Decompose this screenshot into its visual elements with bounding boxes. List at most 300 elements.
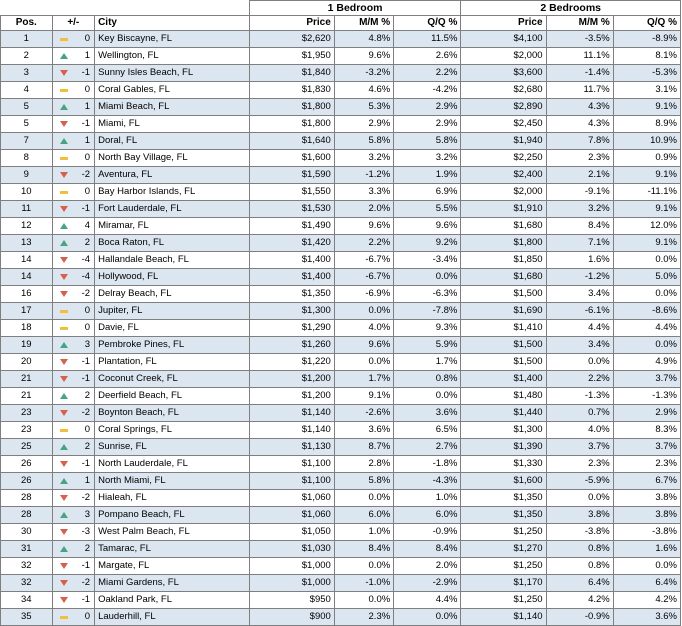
- cell-mm-2br: -3.5%: [546, 31, 613, 48]
- cell-city: Pompano Beach, FL: [95, 507, 250, 524]
- table-row: [1, 524, 681, 541]
- cell-mm-1br: 1.7%: [334, 371, 393, 388]
- cell-city: Aventura, FL: [95, 167, 250, 184]
- cell-price-2br: $1,800: [461, 235, 546, 252]
- cell-price-2br: $1,350: [461, 507, 546, 524]
- cell-change: [52, 150, 95, 167]
- arrow-up-icon: [60, 546, 68, 552]
- cell-mm-1br: 0.0%: [334, 592, 393, 609]
- cell-mm-2br: 1.6%: [546, 252, 613, 269]
- cell-city: Coral Gables, FL: [95, 82, 250, 99]
- cell-pos: 23: [1, 422, 53, 439]
- arrow-up-icon: [60, 512, 68, 518]
- cell-mm-1br: 0.0%: [334, 558, 393, 575]
- table-row: [1, 82, 681, 99]
- cell-pos: 25: [1, 439, 53, 456]
- cell-pos: 13: [1, 235, 53, 252]
- cell-mm-2br: 0.0%: [546, 490, 613, 507]
- cell-price-2br: $1,500: [461, 286, 546, 303]
- cell-qq-2br: -8.6%: [613, 303, 680, 320]
- cell-city: West Palm Beach, FL: [95, 524, 250, 541]
- cell-city: Bay Harbor Islands, FL: [95, 184, 250, 201]
- table-row: [1, 99, 681, 116]
- cell-qq-1br: -7.8%: [394, 303, 461, 320]
- cell-mm-1br: -6.7%: [334, 252, 393, 269]
- cell-city: Jupiter, FL: [95, 303, 250, 320]
- cell-city: Wellington, FL: [95, 48, 250, 65]
- cell-change: [52, 490, 95, 507]
- cell-city: North Miami, FL: [95, 473, 250, 490]
- cell-change: [52, 235, 95, 252]
- cell-price-2br: $2,890: [461, 99, 546, 116]
- cell-price-2br: $1,480: [461, 388, 546, 405]
- cell-price-2br: $1,250: [461, 524, 546, 541]
- cell-pos: 30: [1, 524, 53, 541]
- cell-qq-2br: 2.3%: [613, 456, 680, 473]
- table-row: [1, 473, 681, 490]
- change-value: -1: [81, 373, 91, 384]
- cell-qq-1br: -4.3%: [394, 473, 461, 490]
- cell-pos: 32: [1, 575, 53, 592]
- cell-city: Davie, FL: [95, 320, 250, 337]
- table-row: [1, 235, 681, 252]
- arrow-down-icon: [60, 257, 68, 263]
- cell-city: Miami Gardens, FL: [95, 575, 250, 592]
- cell-price-1br: $1,800: [249, 116, 334, 133]
- cell-price-2br: $1,600: [461, 473, 546, 490]
- cell-qq-2br: 4.2%: [613, 592, 680, 609]
- cell-mm-1br: -1.2%: [334, 167, 393, 184]
- cell-mm-1br: 9.6%: [334, 48, 393, 65]
- arrow-down-icon: [60, 274, 68, 280]
- cell-qq-1br: 8.4%: [394, 541, 461, 558]
- cell-qq-1br: 1.9%: [394, 167, 461, 184]
- cell-qq-2br: 8.1%: [613, 48, 680, 65]
- table-row: [1, 184, 681, 201]
- change-value: 2: [84, 390, 91, 401]
- cell-mm-1br: 4.6%: [334, 82, 393, 99]
- cell-city: Delray Beach, FL: [95, 286, 250, 303]
- cell-price-2br: $3,600: [461, 65, 546, 82]
- dash-icon: [60, 327, 68, 330]
- cell-price-2br: $2,400: [461, 167, 546, 184]
- cell-qq-2br: 4.4%: [613, 320, 680, 337]
- arrow-up-icon: [60, 53, 68, 59]
- change-value: -1: [81, 356, 91, 367]
- cell-pos: 32: [1, 558, 53, 575]
- cell-qq-2br: 5.0%: [613, 269, 680, 286]
- cell-price-1br: $1,000: [249, 575, 334, 592]
- arrow-down-icon: [60, 529, 68, 535]
- change-value: 0: [84, 186, 91, 197]
- change-value: -2: [81, 492, 91, 503]
- cell-pos: 23: [1, 405, 53, 422]
- change-value: -1: [81, 203, 91, 214]
- cell-pos: 5: [1, 99, 53, 116]
- cell-city: North Lauderdale, FL: [95, 456, 250, 473]
- table-row: [1, 354, 681, 371]
- cell-qq-1br: -4.2%: [394, 82, 461, 99]
- cell-pos: 21: [1, 371, 53, 388]
- cell-pos: 10: [1, 184, 53, 201]
- cell-qq-1br: 9.3%: [394, 320, 461, 337]
- cell-qq-1br: 3.2%: [394, 150, 461, 167]
- dash-icon: [60, 429, 68, 432]
- cell-qq-1br: 0.0%: [394, 269, 461, 286]
- cell-pos: 20: [1, 354, 53, 371]
- cell-mm-1br: 2.0%: [334, 201, 393, 218]
- cell-price-1br: $1,420: [249, 235, 334, 252]
- cell-price-1br: $1,530: [249, 201, 334, 218]
- cell-qq-1br: 6.9%: [394, 184, 461, 201]
- change-value: 1: [84, 50, 91, 61]
- cell-city: Doral, FL: [95, 133, 250, 150]
- cell-change: [52, 82, 95, 99]
- cell-pos: 7: [1, 133, 53, 150]
- cell-mm-2br: 3.4%: [546, 337, 613, 354]
- cell-mm-1br: 3.3%: [334, 184, 393, 201]
- cell-qq-1br: -1.8%: [394, 456, 461, 473]
- cell-qq-2br: 9.1%: [613, 99, 680, 116]
- cell-city: Coral Springs, FL: [95, 422, 250, 439]
- cell-pos: 3: [1, 65, 53, 82]
- dash-icon: [60, 191, 68, 194]
- cell-price-2br: $1,140: [461, 609, 546, 626]
- change-value: 2: [84, 237, 91, 248]
- arrow-down-icon: [60, 410, 68, 416]
- cell-qq-1br: 3.6%: [394, 405, 461, 422]
- cell-price-1br: $1,260: [249, 337, 334, 354]
- cell-city: Miami Beach, FL: [95, 99, 250, 116]
- cell-qq-1br: -3.4%: [394, 252, 461, 269]
- cell-qq-2br: 0.9%: [613, 150, 680, 167]
- cell-price-2br: $1,440: [461, 405, 546, 422]
- cell-change: [52, 473, 95, 490]
- cell-mm-1br: 9.6%: [334, 218, 393, 235]
- table-row: [1, 116, 681, 133]
- cell-price-2br: $1,250: [461, 592, 546, 609]
- cell-mm-1br: -6.7%: [334, 269, 393, 286]
- cell-pos: 35: [1, 609, 53, 626]
- cell-mm-1br: 4.8%: [334, 31, 393, 48]
- table-row: [1, 201, 681, 218]
- cell-city: Miami, FL: [95, 116, 250, 133]
- cell-pos: 26: [1, 456, 53, 473]
- cell-price-1br: $1,400: [249, 252, 334, 269]
- cell-price-2br: $1,300: [461, 422, 546, 439]
- cell-price-1br: $1,130: [249, 439, 334, 456]
- cell-price-2br: $1,250: [461, 558, 546, 575]
- cell-qq-1br: 9.2%: [394, 235, 461, 252]
- cell-price-2br: $1,170: [461, 575, 546, 592]
- cell-city: Hialeah, FL: [95, 490, 250, 507]
- cell-qq-2br: 4.9%: [613, 354, 680, 371]
- group-header-blank: [1, 1, 250, 16]
- table-row: [1, 422, 681, 439]
- cell-qq-2br: 9.1%: [613, 235, 680, 252]
- cell-qq-1br: 6.0%: [394, 507, 461, 524]
- cell-price-2br: $1,940: [461, 133, 546, 150]
- cell-change: [52, 371, 95, 388]
- cell-mm-2br: -6.1%: [546, 303, 613, 320]
- cell-price-2br: $1,350: [461, 490, 546, 507]
- cell-qq-2br: -11.1%: [613, 184, 680, 201]
- cell-qq-2br: 10.9%: [613, 133, 680, 150]
- arrow-down-icon: [60, 359, 68, 365]
- cell-city: Boca Raton, FL: [95, 235, 250, 252]
- cell-mm-1br: 2.9%: [334, 116, 393, 133]
- cell-change: [52, 337, 95, 354]
- table-row: [1, 218, 681, 235]
- cell-mm-2br: 8.4%: [546, 218, 613, 235]
- arrow-down-icon: [60, 461, 68, 467]
- cell-mm-1br: 5.8%: [334, 133, 393, 150]
- cell-change: [52, 303, 95, 320]
- cell-qq-2br: 1.6%: [613, 541, 680, 558]
- arrow-up-icon: [60, 223, 68, 229]
- cell-qq-2br: 8.3%: [613, 422, 680, 439]
- cell-change: [52, 116, 95, 133]
- arrow-down-icon: [60, 376, 68, 382]
- cell-change: [52, 405, 95, 422]
- cell-price-1br: $1,030: [249, 541, 334, 558]
- cell-city: Oakland Park, FL: [95, 592, 250, 609]
- cell-mm-2br: -5.9%: [546, 473, 613, 490]
- cell-price-2br: $1,330: [461, 456, 546, 473]
- cell-price-1br: $1,200: [249, 371, 334, 388]
- cell-price-2br: $2,250: [461, 150, 546, 167]
- cell-price-1br: $1,140: [249, 405, 334, 422]
- arrow-up-icon: [60, 240, 68, 246]
- cell-qq-1br: 2.0%: [394, 558, 461, 575]
- cell-change: [52, 48, 95, 65]
- cell-city: Pembroke Pines, FL: [95, 337, 250, 354]
- arrow-down-icon: [60, 291, 68, 297]
- cell-price-2br: $1,270: [461, 541, 546, 558]
- cell-city: Sunny Isles Beach, FL: [95, 65, 250, 82]
- change-value: -2: [81, 288, 91, 299]
- change-value: -1: [81, 594, 91, 605]
- cell-change: [52, 422, 95, 439]
- table-row: [1, 575, 681, 592]
- cell-pos: 12: [1, 218, 53, 235]
- cell-qq-2br: 3.7%: [613, 371, 680, 388]
- cell-qq-1br: 11.5%: [394, 31, 461, 48]
- table-row: [1, 490, 681, 507]
- cell-mm-2br: 6.4%: [546, 575, 613, 592]
- cell-mm-1br: 9.1%: [334, 388, 393, 405]
- cell-price-1br: $2,620: [249, 31, 334, 48]
- cell-price-2br: $4,100: [461, 31, 546, 48]
- cell-change: [52, 456, 95, 473]
- cell-change: [52, 31, 95, 48]
- dash-icon: [60, 38, 68, 41]
- cell-mm-2br: -0.9%: [546, 609, 613, 626]
- cell-price-1br: $1,350: [249, 286, 334, 303]
- cell-change: [52, 541, 95, 558]
- change-value: -1: [81, 560, 91, 571]
- change-value: 0: [84, 611, 91, 622]
- table-row: [1, 388, 681, 405]
- cell-mm-1br: 2.8%: [334, 456, 393, 473]
- dash-icon: [60, 310, 68, 313]
- change-value: 1: [84, 475, 91, 486]
- cell-mm-1br: 8.4%: [334, 541, 393, 558]
- table-row: [1, 456, 681, 473]
- cell-price-1br: $1,000: [249, 558, 334, 575]
- table-row: [1, 167, 681, 184]
- col-header-qq-2br: Q/Q %: [613, 16, 680, 31]
- change-value: -1: [81, 458, 91, 469]
- cell-mm-1br: 8.7%: [334, 439, 393, 456]
- change-value: -1: [81, 67, 91, 78]
- arrow-up-icon: [60, 138, 68, 144]
- cell-price-1br: $1,220: [249, 354, 334, 371]
- cell-price-1br: $1,100: [249, 473, 334, 490]
- cell-mm-2br: 2.1%: [546, 167, 613, 184]
- arrow-down-icon: [60, 495, 68, 501]
- cell-pos: 8: [1, 150, 53, 167]
- cell-price-1br: $900: [249, 609, 334, 626]
- cell-pos: 5: [1, 116, 53, 133]
- cell-price-2br: $1,680: [461, 269, 546, 286]
- cell-mm-2br: 4.3%: [546, 116, 613, 133]
- cell-city: Lauderhill, FL: [95, 609, 250, 626]
- cell-qq-1br: 1.0%: [394, 490, 461, 507]
- cell-qq-1br: 5.9%: [394, 337, 461, 354]
- cell-city: Hallandale Beach, FL: [95, 252, 250, 269]
- change-value: -2: [81, 407, 91, 418]
- cell-mm-2br: 7.8%: [546, 133, 613, 150]
- cell-mm-1br: 1.0%: [334, 524, 393, 541]
- cell-city: Miramar, FL: [95, 218, 250, 235]
- cell-qq-2br: -3.8%: [613, 524, 680, 541]
- cell-price-1br: $1,140: [249, 422, 334, 439]
- col-header-price-1br: Price: [249, 16, 334, 31]
- change-value: 1: [84, 135, 91, 146]
- cell-change: [52, 252, 95, 269]
- table-row: [1, 405, 681, 422]
- cell-change: [52, 218, 95, 235]
- cell-qq-1br: 5.5%: [394, 201, 461, 218]
- cell-pos: 14: [1, 269, 53, 286]
- cell-change: [52, 286, 95, 303]
- cell-qq-2br: 3.8%: [613, 507, 680, 524]
- arrow-down-icon: [60, 206, 68, 212]
- cell-change: [52, 575, 95, 592]
- table-row: [1, 541, 681, 558]
- arrow-down-icon: [60, 597, 68, 603]
- arrow-down-icon: [60, 172, 68, 178]
- change-value: 0: [84, 84, 91, 95]
- cell-price-2br: $1,410: [461, 320, 546, 337]
- cell-pos: 28: [1, 490, 53, 507]
- cell-mm-2br: 11.7%: [546, 82, 613, 99]
- cell-change: [52, 592, 95, 609]
- cell-pos: 4: [1, 82, 53, 99]
- cell-mm-1br: 3.6%: [334, 422, 393, 439]
- cell-mm-1br: 2.3%: [334, 609, 393, 626]
- cell-qq-2br: 12.0%: [613, 218, 680, 235]
- dash-icon: [60, 616, 68, 619]
- change-value: -4: [81, 254, 91, 265]
- cell-qq-1br: -2.9%: [394, 575, 461, 592]
- cell-qq-2br: 3.8%: [613, 490, 680, 507]
- cell-qq-1br: 1.7%: [394, 354, 461, 371]
- arrow-up-icon: [60, 444, 68, 450]
- change-value: 3: [84, 509, 91, 520]
- col-header-city: City: [95, 16, 250, 31]
- cell-change: [52, 269, 95, 286]
- change-value: 3: [84, 339, 91, 350]
- cell-change: [52, 439, 95, 456]
- cell-qq-1br: 2.7%: [394, 439, 461, 456]
- cell-mm-2br: 2.3%: [546, 150, 613, 167]
- change-value: 0: [84, 152, 91, 163]
- table-row: [1, 286, 681, 303]
- table-row: [1, 150, 681, 167]
- cell-price-1br: $1,400: [249, 269, 334, 286]
- cell-qq-1br: -0.9%: [394, 524, 461, 541]
- cell-mm-2br: 0.8%: [546, 558, 613, 575]
- cell-mm-2br: -1.3%: [546, 388, 613, 405]
- cell-qq-1br: 5.8%: [394, 133, 461, 150]
- change-value: -1: [81, 118, 91, 129]
- col-header-price-2br: Price: [461, 16, 546, 31]
- cell-mm-2br: 3.7%: [546, 439, 613, 456]
- arrow-down-icon: [60, 70, 68, 76]
- cell-change: [52, 99, 95, 116]
- cell-mm-1br: 5.8%: [334, 473, 393, 490]
- change-value: -3: [81, 526, 91, 537]
- cell-city: Coconut Creek, FL: [95, 371, 250, 388]
- cell-qq-2br: -1.3%: [613, 388, 680, 405]
- arrow-down-icon: [60, 121, 68, 127]
- cell-price-2br: $2,000: [461, 48, 546, 65]
- cell-qq-2br: 3.7%: [613, 439, 680, 456]
- cell-price-1br: $1,290: [249, 320, 334, 337]
- cell-mm-1br: -2.6%: [334, 405, 393, 422]
- cell-mm-2br: 11.1%: [546, 48, 613, 65]
- change-value: -4: [81, 271, 91, 282]
- cell-qq-1br: 0.8%: [394, 371, 461, 388]
- cell-mm-2br: -3.8%: [546, 524, 613, 541]
- change-value: 2: [84, 441, 91, 452]
- cell-pos: 34: [1, 592, 53, 609]
- cell-qq-2br: 0.0%: [613, 286, 680, 303]
- cell-mm-1br: 0.0%: [334, 354, 393, 371]
- cell-mm-2br: 0.0%: [546, 354, 613, 371]
- cell-price-1br: $1,840: [249, 65, 334, 82]
- group-header-2br: 2 Bedrooms: [461, 1, 681, 16]
- cell-mm-2br: -9.1%: [546, 184, 613, 201]
- table-row: [1, 133, 681, 150]
- cell-price-2br: $2,450: [461, 116, 546, 133]
- cell-qq-1br: 2.2%: [394, 65, 461, 82]
- cell-qq-1br: 0.0%: [394, 388, 461, 405]
- cell-qq-2br: 2.9%: [613, 405, 680, 422]
- cell-mm-2br: 7.1%: [546, 235, 613, 252]
- cell-qq-2br: 3.6%: [613, 609, 680, 626]
- table-row: [1, 592, 681, 609]
- cell-change: [52, 354, 95, 371]
- cell-mm-2br: 4.0%: [546, 422, 613, 439]
- cell-price-2br: $2,680: [461, 82, 546, 99]
- cell-change: [52, 184, 95, 201]
- table-row: [1, 48, 681, 65]
- cell-price-2br: $1,680: [461, 218, 546, 235]
- cell-pos: 17: [1, 303, 53, 320]
